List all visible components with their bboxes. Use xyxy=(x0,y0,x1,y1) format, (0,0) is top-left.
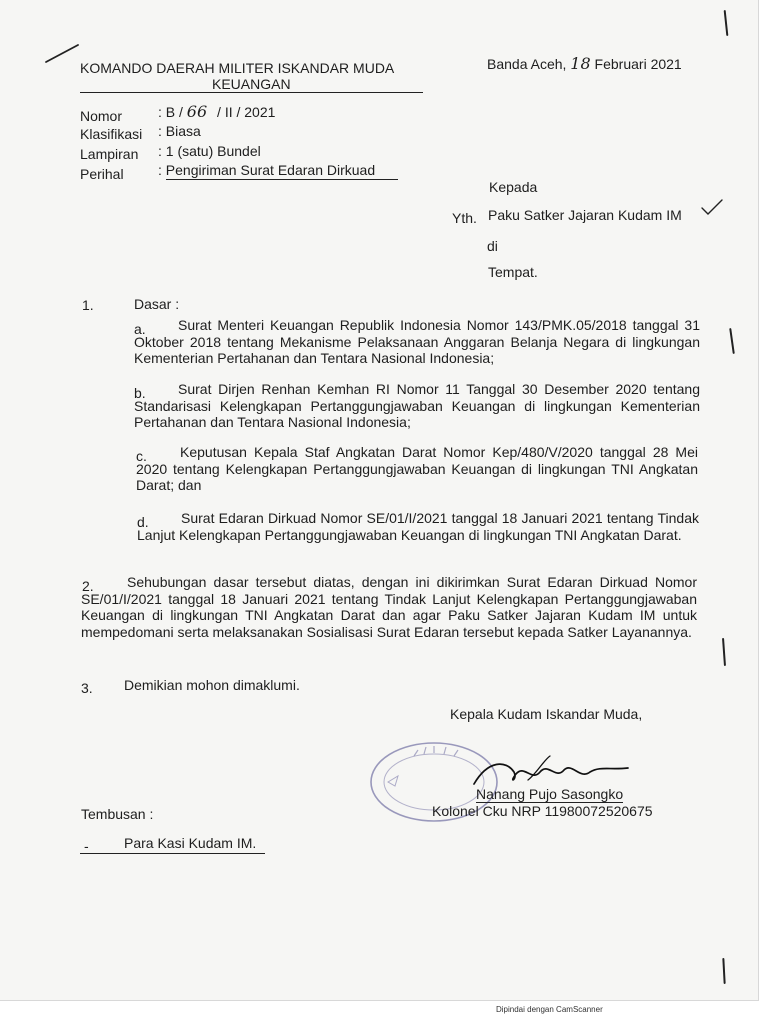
place-date xyxy=(487,56,682,72)
tembusan-item-text: Para Kasi Kudam IM. xyxy=(124,835,257,851)
item-a-text xyxy=(134,317,700,367)
tembusan-underline xyxy=(80,853,265,854)
item3-number: 3. xyxy=(81,680,93,696)
item3-text: Demikian mohon dimaklumi. xyxy=(124,677,300,693)
nomor-prefix: : B / xyxy=(158,104,183,120)
lampiran-value: : 1 (satu) Bundel xyxy=(158,143,261,159)
item-d-label: d. xyxy=(137,514,149,530)
perihal-value: : Pengiriman Surat Edaran Dirkuad xyxy=(158,162,376,178)
nomor-suffix: / II / 2021 xyxy=(217,104,276,120)
perihal-underline xyxy=(166,179,398,180)
item-d-content: Surat Edaran Dirkuad Nomor SE/01/I/2021 tanggal 18 Januari 2021 tentang Tindak Lanjut Kelengkapan Pertanggungjawaban Keuangan di lingkungan TNI Angkatan Darat. xyxy=(137,510,699,543)
org-name-line2: KEUANGAN xyxy=(212,76,291,92)
perihal-label: Perihal xyxy=(80,166,124,182)
item-d-text xyxy=(137,510,699,543)
signature-title: Kepala Kudam Iskandar Muda, xyxy=(450,706,643,722)
kepada-label: Kepada xyxy=(489,179,538,195)
checkmark-icon xyxy=(700,198,724,216)
margin-mark-lower xyxy=(722,638,726,666)
item2-number: 2. xyxy=(82,578,94,594)
item-c-text xyxy=(136,444,698,494)
place-date-prefix: Banda Aceh, xyxy=(487,56,567,72)
signatory-name-text: Nanang Pujo Sasongko xyxy=(476,786,624,802)
item2-content: Sehubungan dasar tersebut diatas, dengan ini dikirimkan Surat Edaran Dirkuad Nomor SE/01/I/2021 tanggal 18 Januari 2021 tentang Tindak Lanjut Kelengkapan Pertanggungjawaban Keuangan di lingkungan TNI Angkatan Darat dan agar Paku Satker Jajaran Kudam IM untuk mempedomani serta melaksanakan Sosialisasi Surat Edaran tersebut kepada Satker Layanannya. xyxy=(81,574,697,640)
margin-mark-bottom xyxy=(722,958,725,984)
margin-mark-top xyxy=(724,10,729,36)
header-underline xyxy=(80,92,423,93)
tempat-label: Tempat. xyxy=(488,264,538,280)
nomor-value xyxy=(158,104,275,120)
nomor-hand: 66 xyxy=(186,102,208,121)
tembusan-label: Tembusan : xyxy=(81,806,154,822)
signatory-rank: Kolonel Cku NRP 11980072520675 xyxy=(432,803,653,819)
yth-label: Yth. xyxy=(452,210,477,226)
item2-text xyxy=(81,574,697,640)
klasifikasi-label: Klasifikasi xyxy=(80,126,143,142)
tembusan-dash: - xyxy=(84,838,89,854)
pen-stroke-mark xyxy=(44,42,80,64)
tembusan-item xyxy=(124,835,256,851)
place-date-rest: Februari 2021 xyxy=(594,56,682,72)
di-label: di xyxy=(487,238,498,254)
scanner-footer: Dipindai dengan CamScanner xyxy=(496,1005,603,1014)
margin-mark-middle xyxy=(729,328,735,354)
item-b-text xyxy=(134,381,700,431)
item1-number: 1. xyxy=(82,297,94,313)
item-c-label: c. xyxy=(136,448,147,464)
item-b-content: Surat Dirjen Renhan Kemhan RI Nomor 11 Tanggal 30 Desember 2020 tentang Standarisasi Kelengkapan Pertanggungjawaban Keuangan di lingkungan Kementerian Pertahanan dan Tentara Nasional Indonesia; xyxy=(134,381,700,430)
klasifikasi-value: : Biasa xyxy=(158,123,201,139)
item-a-label: a. xyxy=(134,321,146,337)
org-name-line1: KOMANDO DAERAH MILITER ISKANDAR MUDA xyxy=(80,60,395,76)
place-date-day: 18 xyxy=(570,54,591,73)
nomor-label: Nomor xyxy=(80,108,123,124)
lampiran-label: Lampiran xyxy=(80,146,139,162)
item-b-label: b. xyxy=(134,385,146,401)
yth-value: Paku Satker Jajaran Kudam IM xyxy=(488,207,682,223)
item-c-content: Keputusan Kepala Staf Angkatan Darat Nomor Kep/480/V/2020 tanggal 28 Mei 2020 tentang Kelengkapan Pertanggungjawaban Keuangan di lingkungan TNI Angkatan Darat; dan xyxy=(136,444,698,493)
signatory-name xyxy=(476,786,623,802)
item1-title: Dasar : xyxy=(134,296,180,312)
item-a-content: Surat Menteri Keuangan Republik Indonesia Nomor 143/PMK.05/2018 tanggal 31 Oktober 2018 tentang Mekanisme Pelaksanaan Anggaran Belanja Negara di lingkungan Kementerian Pertahanan dan Tentara Nasional Indonesia; xyxy=(134,317,700,366)
